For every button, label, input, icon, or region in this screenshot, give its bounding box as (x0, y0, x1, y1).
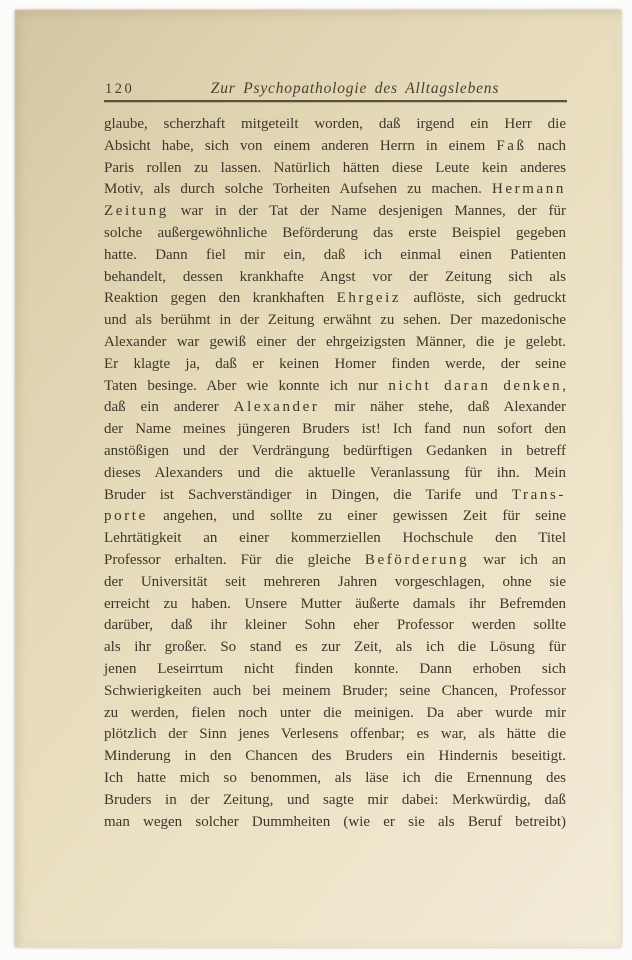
text-segment: und als berühmt in der Zeitung erwähnt zu sehen. Der mazedonische (104, 312, 566, 329)
text-line (104, 637, 566, 659)
text-segment: dieses Alexanders und die aktuelle Veranlassung für ihn. Mein (104, 464, 566, 481)
text-segment: war ich an (469, 551, 567, 568)
text-segment: Lehrtätigkeit an einer kommerziellen Hochschule den Titel (104, 530, 566, 547)
text-segment: war in der Tat der Name desjenigen Mannes, der für (168, 203, 566, 220)
running-title: Zur Psychopathologie des Alltagslebens (210, 80, 500, 97)
page-number: 120 (105, 81, 135, 97)
text-line (104, 703, 566, 725)
text-segment: darüber, daß ihr kleiner Sohn eher Professor werden sollte (104, 617, 566, 634)
emphasized-spaced-text: Zeitung (104, 203, 169, 220)
text-line (104, 136, 566, 158)
text-segment: Paris rollen zu lassen. Natürlich hätten diese Leute kein anderes (104, 159, 566, 176)
text-line (104, 550, 566, 572)
text-line (104, 768, 566, 790)
text-segment: Reaktion gegen den krankhaften (104, 290, 337, 307)
text-segment: Ich hatte mich so benommen, als läse ich die Ernennung des (104, 769, 566, 786)
text-line (104, 288, 566, 310)
text-segment: behandelt, dessen krankhafte Angst vor der Zeitung sich als (104, 268, 566, 285)
text-line (104, 528, 566, 550)
text-line (104, 594, 566, 616)
text-line (104, 114, 566, 136)
emphasized-spaced-text: nicht daran denken (388, 377, 563, 394)
text-line (104, 267, 566, 289)
text-segment: Professor erhalten. Für die gleiche (104, 551, 365, 568)
text-segment: jenen Leseirrtum nicht finden konnte. Dann erhoben sich (104, 660, 566, 677)
text-segment: glaube, scherzhaft mitgeteilt worden, daß irgend ein Herr die (104, 116, 566, 132)
text-line (104, 419, 566, 441)
text-line (104, 223, 566, 245)
text-segment: , (562, 377, 566, 394)
text-segment: zu werden, fielen noch unter die meinigen. Da aber wurde mir (104, 704, 566, 721)
body-text (104, 114, 566, 833)
text-line (104, 463, 566, 485)
text-segment: Bruders in der Zeitung, und sagte mir dabei: Merkwürdig, daß (104, 791, 566, 808)
emphasized-spaced-text: Beförderung (364, 551, 470, 568)
text-line (104, 179, 566, 201)
header-rule (104, 100, 567, 102)
text-line (104, 201, 566, 223)
emphasized-spaced-text: Ehrgeiz (336, 290, 402, 307)
emphasized-spaced-text: Trans- (511, 486, 566, 503)
emphasized-spaced-text: porte (104, 508, 148, 525)
text-line (104, 615, 566, 637)
text-segment: Motiv, als durch solche Torheiten Aufsehen zu machen. (104, 181, 492, 198)
text-segment: hatte. Dann fiel mir ein, daß ich einmal einen Patienten (104, 246, 566, 263)
text-segment: erreicht zu haben. Unsere Mutter äußerte damals ihr Befremden (104, 595, 566, 612)
text-segment: als ihr großer. So stand es zur Zeit, als ich die Lösung für (104, 639, 566, 656)
text-line (104, 746, 566, 768)
text-line (104, 310, 566, 332)
text-line (104, 485, 566, 507)
text-line (104, 572, 566, 594)
text-line (104, 681, 566, 703)
emphasized-spaced-text: Faß (496, 137, 527, 154)
book-page (15, 10, 621, 947)
text-segment: Taten besinge. Aber wie konnte ich nur (104, 377, 389, 394)
text-line (104, 354, 566, 376)
text-line (104, 397, 566, 419)
text-segment: Er klagte ja, daß er keinen Homer finden werde, der seine (104, 355, 566, 372)
text-segment: angehen, und sollte zu einer gewissen Zeit für seine (147, 508, 566, 525)
text-line (104, 724, 566, 746)
emphasized-spaced-text: Alexander (233, 399, 320, 416)
text-line (104, 506, 566, 528)
emphasized-spaced-text: Hermann (491, 181, 566, 198)
text-segment: man wegen solcher Dummheiten (wie er sie als Beruf betreibt) (104, 813, 566, 830)
text-segment: mir näher stehe, daß Alexander (319, 399, 566, 416)
text-segment: solche außergewöhnliche Beförderung das erste Beispiel gegeben (104, 224, 566, 241)
text-segment: daß ein anderer (104, 399, 234, 416)
text-line (104, 441, 566, 463)
text-segment: nach (526, 137, 566, 154)
text-segment: Minderung in den Chancen des Bruders ein Hindernis beseitigt. (104, 748, 566, 765)
text-segment: der Universität seit mehreren Jahren vorgeschlagen, ohne sie (104, 573, 566, 590)
text-segment: der Name meines jüngeren Bruders ist! Ich fand nun sofort den (104, 421, 566, 438)
text-segment: plötzlich der Sinn jenes Verlesens offenbar; es war, als hätte die (104, 726, 566, 743)
text-segment: Bruder ist Sachverständiger in Dingen, die Tarife und (104, 486, 512, 503)
text-segment: Schwierigkeiten auch bei meinem Bruder; seine Chancen, Professor (104, 682, 566, 699)
text-line (104, 158, 566, 180)
page-header (104, 76, 566, 100)
text-line (104, 659, 566, 681)
text-line (104, 790, 566, 812)
text-segment: Absicht habe, sich von einem anderen Herrn in einem (104, 137, 497, 154)
text-line (104, 332, 566, 354)
text-segment: auflöste, sich gedruckt (401, 290, 567, 307)
text-segment: anstößigen und der Verdrängung bedürftigen Gedanken in betreff (104, 442, 566, 459)
text-line (104, 376, 566, 398)
text-line (104, 245, 566, 267)
text-line (104, 812, 566, 834)
text-segment: Alexander war gewiß einer der ehrgeizigsten Männer, die je gelebt. (104, 333, 566, 350)
